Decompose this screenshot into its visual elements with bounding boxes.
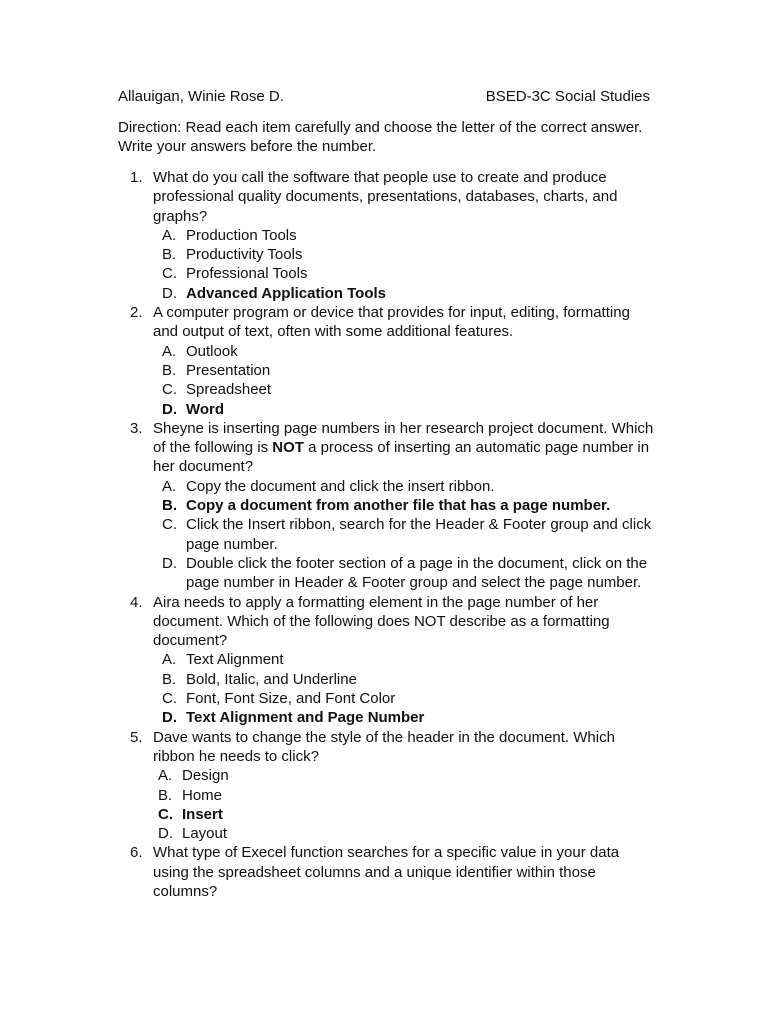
choice-letter: C. xyxy=(162,516,177,534)
choice-letter: C. xyxy=(162,690,177,708)
choice-text: Text Alignment xyxy=(186,651,284,669)
choice-text-answer: Word xyxy=(186,400,225,418)
choice-d-answer xyxy=(153,400,654,419)
choice-letter: A. xyxy=(162,651,177,669)
question-3 xyxy=(118,419,654,593)
choice-text: Double click the footer section of a page in the document, click on the page number in Header & Footer group and select the page number. xyxy=(186,554,648,592)
choice-text: Professional Tools xyxy=(186,265,308,283)
question-number: 4. xyxy=(130,593,143,611)
choice-text: Bold, Italic, and Underline xyxy=(186,670,357,688)
choice-c xyxy=(153,515,654,554)
question-text: What type of Execel function searches for a specific value in your data using the spreadsheet columns and a unique identifier within those columns? xyxy=(153,844,620,900)
choice-text: Outlook xyxy=(186,342,238,360)
choice-letter: D. xyxy=(162,284,177,302)
directions-text: Direction: Read each item carefully and choose the letter of the correct answer. Write your answers before the number. xyxy=(118,119,643,156)
question-number: 5. xyxy=(130,728,143,746)
choice-text: Font, Font Size, and Font Color xyxy=(186,690,396,708)
choice-text: Click the Insert ribbon, search for the Header & Footer group and click page number. xyxy=(186,516,652,553)
choice-letter: C. xyxy=(162,381,177,399)
choice-d xyxy=(153,554,654,593)
choice-list xyxy=(153,477,654,593)
choice-b-answer xyxy=(153,496,654,515)
choice-letter: A. xyxy=(162,477,177,495)
question-number: 3. xyxy=(130,419,143,437)
choice-a xyxy=(153,766,654,785)
choice-letter: D. xyxy=(162,400,177,418)
question-text: A computer program or device that provides for input, editing, formatting and output of text, often with some additional features. xyxy=(153,304,630,341)
choice-d-answer xyxy=(153,284,654,303)
choice-letter: A. xyxy=(162,342,177,360)
choice-text: Home xyxy=(182,786,223,804)
choice-text: Production Tools xyxy=(186,226,297,244)
choice-text-answer: Insert xyxy=(182,805,223,823)
choice-text: Presentation xyxy=(186,361,271,379)
choice-b xyxy=(153,361,654,380)
choice-a xyxy=(153,477,654,496)
choice-d xyxy=(153,824,654,843)
choice-letter: C. xyxy=(162,265,177,283)
choice-b xyxy=(153,670,654,689)
question-text xyxy=(153,419,654,477)
question-list xyxy=(118,168,654,901)
choice-letter: A. xyxy=(158,767,173,785)
document-header xyxy=(118,87,650,107)
choice-a xyxy=(153,226,654,245)
choice-text-answer: Copy a document from another file that has a page number. xyxy=(186,497,611,515)
choice-text: Layout xyxy=(182,825,228,843)
student-name: Allauigan, Winie Rose D. xyxy=(118,88,284,105)
question-text-before: Sheyne is inserting page numbers in her research project document. Which of the following is xyxy=(153,419,654,457)
choice-c xyxy=(153,264,654,283)
choice-text: Copy the document and click the insert ribbon. xyxy=(186,477,495,495)
question-text: What do you call the software that people use to create and produce professional quality documents, presentations, databases, charts, and graphs? xyxy=(153,169,618,225)
choice-list xyxy=(153,226,654,303)
choice-text: Spreadsheet xyxy=(186,381,272,399)
choice-text-answer: Advanced Application Tools xyxy=(186,284,387,302)
question-text-after: a process of inserting an automatic page number in her document? xyxy=(153,439,650,476)
student-course: BSED-3C Social Studies xyxy=(485,88,650,105)
question-text-emphasis: NOT xyxy=(272,439,304,457)
choice-c xyxy=(153,689,654,708)
choice-letter: B. xyxy=(162,361,177,379)
question-number: 6. xyxy=(130,844,143,862)
question-text: Dave wants to change the style of the header in the document. Which ribbon he needs to click? xyxy=(153,728,615,765)
choice-letter: B. xyxy=(158,786,173,804)
question-text: Aira needs to apply a formatting element in the page number of her document. Which of the following does NOT describe as a formatting document? xyxy=(153,593,610,650)
choice-letter: C. xyxy=(158,805,173,823)
choice-c-answer xyxy=(153,805,654,824)
choice-a xyxy=(153,650,654,669)
question-2 xyxy=(118,303,654,419)
choice-a xyxy=(153,342,654,361)
choice-list xyxy=(153,766,654,843)
choice-b xyxy=(153,245,654,264)
choice-letter: A. xyxy=(162,226,177,244)
question-6 xyxy=(118,843,654,901)
choice-d-answer xyxy=(153,708,654,727)
question-4 xyxy=(118,593,654,728)
choice-list xyxy=(153,650,654,727)
choice-c xyxy=(153,380,654,399)
choice-letter: B. xyxy=(162,497,177,515)
choice-text-answer: Text Alignment and Page Number xyxy=(186,709,425,727)
choice-letter: D. xyxy=(162,554,177,572)
choice-letter: D. xyxy=(162,709,177,727)
question-1 xyxy=(118,168,654,303)
choice-text: Design xyxy=(182,767,229,785)
question-number: 1. xyxy=(130,169,143,186)
choice-b xyxy=(153,786,654,805)
choice-letter: D. xyxy=(158,825,173,843)
choice-letter: B. xyxy=(162,246,177,264)
choice-letter: B. xyxy=(162,670,177,688)
question-number: 2. xyxy=(130,304,143,322)
choice-text: Productivity Tools xyxy=(186,246,303,264)
choice-list xyxy=(153,342,654,419)
question-5 xyxy=(118,728,654,844)
